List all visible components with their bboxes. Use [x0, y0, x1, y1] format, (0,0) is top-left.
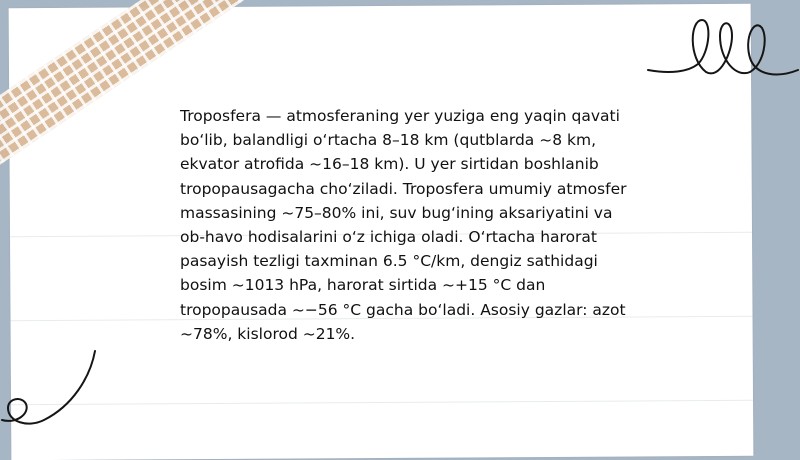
curl-squiggle-icon: [0, 348, 110, 428]
body-text: Troposfera — atmosferaning yer yuziga eng yaqin qavati bo‘lib, balandligi o‘rtacha 8–18 km (qutblarda ~8 km, ekvator atrofida ~16–18 km). U yer sirtidan boshlanib tropopausagacha cho‘ziladi. Troposfera umumiy atmosfer massasining ~75–80% ini, suv bug‘ining aksariyatini va ob-havo hodisalarini o‘z ichiga oladi. O‘rtacha harorat pasayish tezligi taxminan 6.5 °C/km, dengiz sathidagi bosim ~1013 hPa, harorat sirtida ~+15 °C dan tropopausada ~−56 °C gacha bo‘ladi. Asosiy gazlar: azot ~78%, kislorod ~21%.: [180, 107, 627, 343]
loop-squiggle-icon: [640, 12, 800, 82]
paper-rule-line: [11, 400, 753, 406]
